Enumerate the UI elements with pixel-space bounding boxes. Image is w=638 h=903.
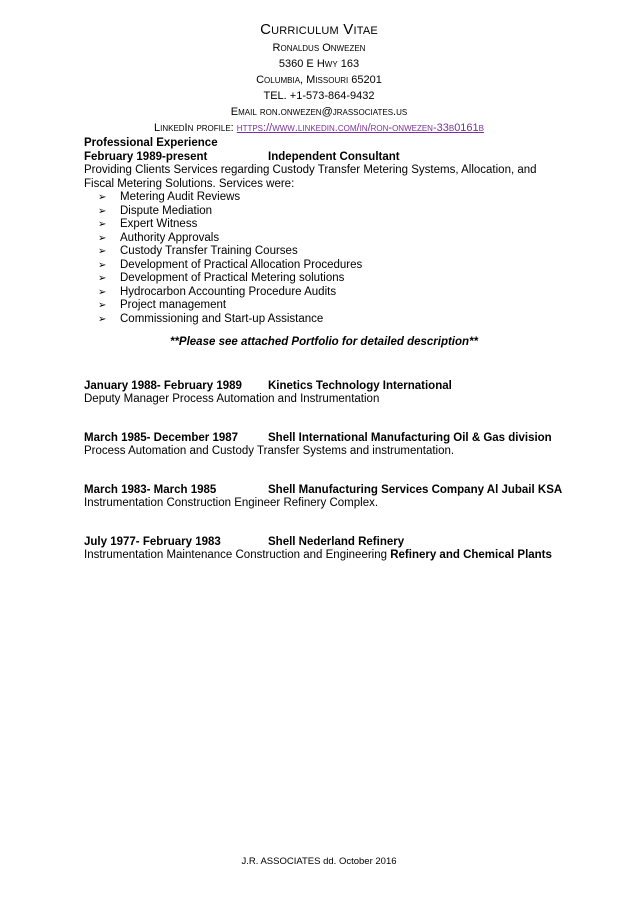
job-header — [84, 432, 564, 446]
list-item-text: Development of Practical Allocation Procedures — [120, 258, 363, 271]
experience-section — [84, 137, 564, 563]
list-item — [98, 205, 564, 219]
cv-header — [0, 20, 638, 136]
job-dates: July 1977- February 1983 — [84, 535, 221, 548]
job-dates: February 1989-present — [84, 150, 208, 163]
job-description: Deputy Manager Process Automation and Instrumentation — [84, 393, 380, 405]
job-organization: Shell Nederland Refinery — [268, 535, 405, 548]
list-item-text: Dispute Mediation — [120, 204, 213, 217]
portfolio-note: **Please see attached Portfolio for detailed description** — [169, 336, 479, 348]
list-item — [98, 259, 564, 273]
candidate-name: Ronaldus Onwezen — [272, 42, 366, 54]
job-dates: January 1988- February 1989 — [84, 379, 242, 392]
arrow-bullet-icon: ➢ — [98, 313, 107, 325]
job-organization: Shell Manufacturing Services Company Al Jubail KSA — [268, 483, 563, 496]
job-description: Process Automation and Custody Transfer Systems and instrumentation. — [84, 445, 455, 457]
arrow-bullet-icon: ➢ — [98, 273, 107, 284]
list-item — [98, 218, 564, 232]
job-header — [84, 484, 564, 498]
arrow-bullet-icon: ➢ — [98, 300, 107, 311]
linkedin-line — [0, 120, 638, 136]
job-dates: March 1983- March 1985 — [84, 483, 217, 496]
arrow-bullet-icon: ➢ — [98, 219, 107, 230]
arrow-bullet-icon: ➢ — [98, 286, 107, 298]
list-item — [98, 191, 564, 205]
linkedin-label: LinkedIn profile: — [153, 122, 237, 134]
arrow-bullet-icon: ➢ — [98, 259, 107, 271]
job-description — [84, 549, 564, 563]
arrow-bullet-icon: ➢ — [98, 205, 107, 217]
list-item-text: Project management — [120, 299, 227, 311]
page-footer: J.R. ASSOCIATES dd. October 2016 — [241, 856, 397, 867]
list-item-text: Development of Practical Metering solutions — [120, 272, 345, 284]
job-header — [84, 536, 564, 550]
list-item-text: Expert Witness — [120, 218, 198, 230]
list-item — [98, 313, 564, 327]
list-item — [98, 232, 564, 246]
job-dates: March 1985- December 1987 — [84, 431, 239, 444]
arrow-bullet-icon: ➢ — [98, 246, 107, 257]
list-item-text: Hydrocarbon Accounting Procedure Audits — [120, 285, 337, 298]
list-item-text: Custody Transfer Training Courses — [120, 245, 298, 257]
list-item-text: Metering Audit Reviews — [120, 191, 241, 203]
list-item — [98, 272, 564, 286]
arrow-bullet-icon: ➢ — [98, 232, 107, 244]
job-description-emphasis: Refinery and Chemical Plants — [390, 549, 552, 561]
job-organization: Shell International Manufacturing Oil & Gas division — [268, 431, 552, 444]
telephone: TEL. +1-573-864-9432 — [263, 90, 375, 102]
email: Email ron.onwezen@jrassociates.us — [230, 106, 408, 118]
list-item-text: Authority Approvals — [120, 231, 220, 244]
section-heading: Professional Experience — [84, 137, 218, 149]
job-description: Providing Clients Services regarding Custody Transfer Metering Systems, Allocation, and Fiscal Metering Solutions. Services were: — [84, 164, 537, 190]
address-line-2: Columbia, Missouri 65201 — [256, 74, 382, 86]
list-item — [98, 245, 564, 259]
job-description: Instrumentation Construction Engineer Refinery Complex. — [84, 497, 379, 509]
job-header — [84, 151, 564, 165]
list-item-text: Commissioning and Start-up Assistance — [120, 312, 324, 325]
job-header — [84, 380, 564, 394]
services-list — [84, 191, 564, 326]
job-description-text: Instrumentation Maintenance Construction and Engineering — [84, 549, 391, 561]
list-item — [98, 299, 564, 313]
job-organization: Independent Consultant — [268, 150, 400, 163]
list-item — [98, 286, 564, 300]
linkedin-link[interactable]: https://www.linkedin.com/in/ron-onwezen-33b0161b — [236, 122, 484, 134]
job-organization: Kinetics Technology International — [268, 379, 452, 392]
page-title: Curriculum Vitae — [260, 21, 378, 38]
arrow-bullet-icon: ➢ — [98, 192, 107, 203]
address-line-1: 5360 E Hwy 163 — [278, 58, 360, 70]
